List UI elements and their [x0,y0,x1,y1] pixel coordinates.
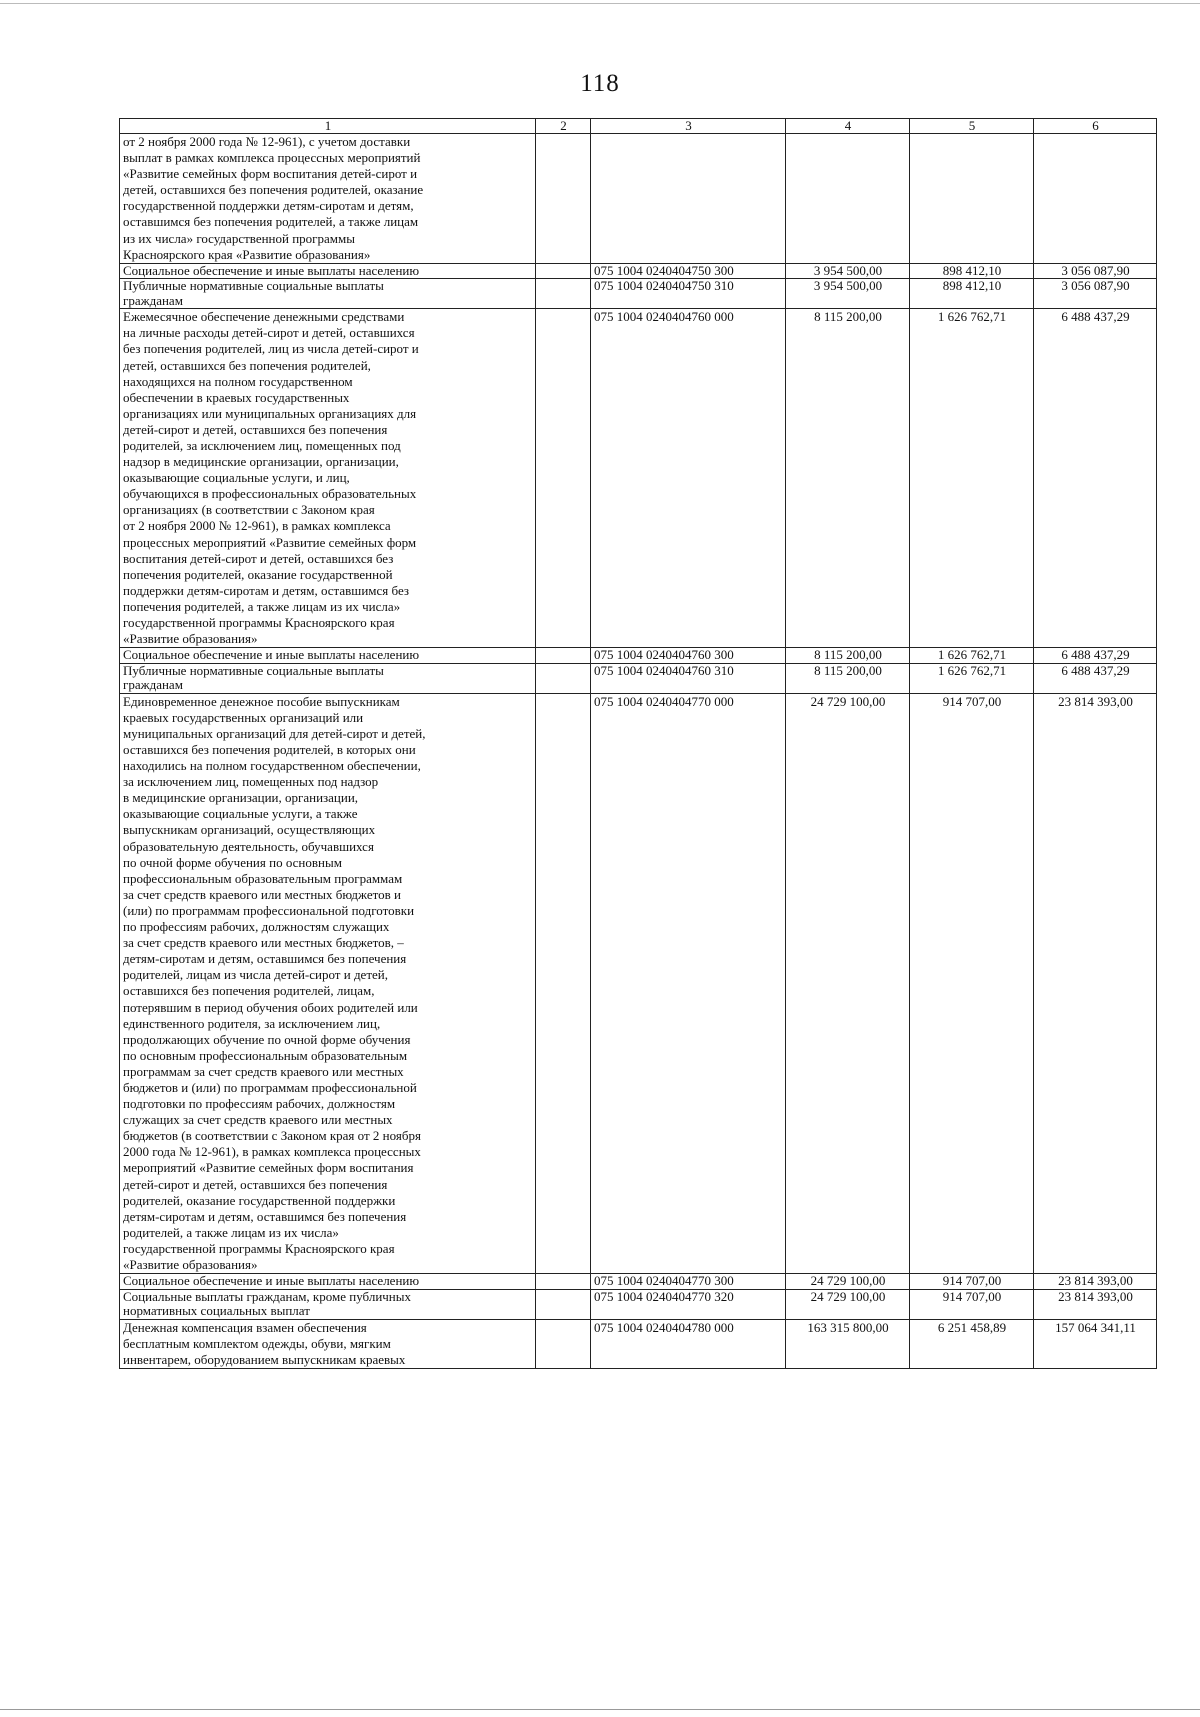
row-code [591,134,786,264]
row-col2 [536,648,591,664]
row-col4: 163 315 800,00 [786,1319,910,1368]
table-row [120,1289,1157,1319]
row-col6: 23 814 393,00 [1034,693,1157,1273]
row-name: Ежемесячное обеспечение денежными средствами на личные расходы детей-сирот и детей, оставшихся без попечения родителей, лиц из числа детей-сирот и детей, оставшихся без попечения родителей, находящихся на полном государственном обеспечении в краевых государственных организациях или муниципальных организациях для детей-сирот и детей, оставшихся без попечения родителей, за исключением лиц, помещенных под надзор в медицинские организации, организации, оказывающие социальные услуги, и лиц, обучающихся в профессиональных образовательных организациях (в соответствии с Законом края от 2 ноября 2000 № 12-961), в рамках комплекса процессных мероприятий «Развитие семейных форм воспитания детей-сирот и детей, оставшихся без попечения родителей, оказание государственной поддержки детям-сиротам и детям, оставшимся без попечения родителей, а также лицам из их числа» государственной программы Красноярского края «Развитие образования» [120,309,536,648]
row-col4: 24 729 100,00 [786,1289,910,1319]
row-name: от 2 ноября 2000 года № 12-961), с учетом доставки выплат в рамках комплекса процессных мероприятий «Развитие семейных форм воспитания детей-сирот и детей, оставшихся без попечения родителей, оказание государственной поддержки детям-сиротам и детям, оставшимся без попечения родителей, а также лицам из их числа» государственной программы Красноярского края «Развитие образования» [120,134,536,264]
row-col6: 3 056 087,90 [1034,279,1157,309]
row-name: Публичные нормативные социальные выплаты гражданам [120,279,536,309]
row-col4: 24 729 100,00 [786,693,910,1273]
row-col2 [536,1274,591,1290]
row-col5: 898 412,10 [910,263,1034,279]
row-col6: 6 488 437,29 [1034,663,1157,693]
row-col2 [536,263,591,279]
row-col2 [536,1319,591,1368]
table-row [120,1274,1157,1290]
row-col6: 23 814 393,00 [1034,1274,1157,1290]
row-col5 [910,134,1034,264]
row-name: Социальные выплаты гражданам, кроме публичных нормативных социальных выплат [120,1289,536,1319]
budget-table [119,118,1157,1369]
row-col5: 914 707,00 [910,1274,1034,1290]
row-code: 075 1004 0240404760 000 [591,309,786,648]
header-col-5: 5 [910,119,1034,134]
header-col-2: 2 [536,119,591,134]
row-col6 [1034,134,1157,264]
row-col6: 6 488 437,29 [1034,648,1157,664]
row-code: 075 1004 0240404760 310 [591,663,786,693]
row-col5: 1 626 762,71 [910,309,1034,648]
row-col5: 914 707,00 [910,1289,1034,1319]
row-code: 075 1004 0240404760 300 [591,648,786,664]
row-code: 075 1004 0240404780 000 [591,1319,786,1368]
row-name: Публичные нормативные социальные выплаты гражданам [120,663,536,693]
row-name: Социальное обеспечение и иные выплаты населению [120,263,536,279]
row-col5: 1 626 762,71 [910,648,1034,664]
row-col2 [536,134,591,264]
row-col4: 24 729 100,00 [786,1274,910,1290]
table-row [120,263,1157,279]
table-row [120,279,1157,309]
row-col5: 1 626 762,71 [910,663,1034,693]
table-row [120,648,1157,664]
row-col6: 23 814 393,00 [1034,1289,1157,1319]
header-col-6: 6 [1034,119,1157,134]
row-col4: 8 115 200,00 [786,648,910,664]
header-col-1: 1 [120,119,536,134]
row-name: Единовременное денежное пособие выпускникам краевых государственных организаций или муниципальных организаций для детей-сирот и детей, оставшихся без попечения родителей, в которых они находились на полном государственном обеспечении, за исключением лиц, помещенных под надзор в медицинские организации, организации, оказывающие социальные услуги, а также выпускникам организаций, осуществляющих образовательную деятельность, обучавшихся по очной форме обучения по основным профессиональным образовательным программам за счет средств краевого или местных бюджетов и (или) по программам профессиональной подготовки по профессиям рабочих, должностям служащих за счет средств краевого или местных бюджетов, – детям-сиротам и детям, оставшимся без попечения родителей, лицам из числа детей-сирот и детей, оставшихся без попечения родителей, лицам, потерявшим в период обучения обоих родителей или единственного родителя, за исключением лиц, продолжающих обучение по очной форме обучения по основным профессиональным образовательным программам за счет средств краевого или местных бюджетов и (или) по программам профессиональной подготовки по профессиям рабочих, должностям служащих за счет средств краевого или местных бюджетов (в соответствии с Законом края от 2 ноября 2000 года № 12-961), в рамках комплекса процессных мероприятий «Развитие семейных форм воспитания детей-сирот и детей, оставшихся без попечения родителей, оказание государственной поддержки детям-сиротам и детям, оставшимся без попечения родителей, а также лицам из их числа» государственной программы Красноярского края «Развитие образования» [120,693,536,1273]
row-col2 [536,663,591,693]
row-code: 075 1004 0240404750 310 [591,279,786,309]
header-col-4: 4 [786,119,910,134]
row-col4: 8 115 200,00 [786,663,910,693]
row-code: 075 1004 0240404770 300 [591,1274,786,1290]
row-code: 075 1004 0240404770 000 [591,693,786,1273]
row-col2 [536,693,591,1273]
page-top-edge [0,3,1200,4]
row-col4: 3 954 500,00 [786,279,910,309]
row-col6: 6 488 437,29 [1034,309,1157,648]
row-col6: 157 064 341,11 [1034,1319,1157,1368]
table-row [120,663,1157,693]
row-col5: 898 412,10 [910,279,1034,309]
row-name: Денежная компенсация взамен обеспечения бесплатным комплектом одежды, обуви, мягким инвентарем, оборудованием выпускникам краевых [120,1319,536,1368]
table-row [120,309,1157,648]
row-col5: 914 707,00 [910,693,1034,1273]
header-col-3: 3 [591,119,786,134]
row-col2 [536,279,591,309]
row-col4 [786,134,910,264]
table-header-row [120,119,1157,134]
row-col6: 3 056 087,90 [1034,263,1157,279]
row-code: 075 1004 0240404770 320 [591,1289,786,1319]
row-col4: 3 954 500,00 [786,263,910,279]
row-name: Социальное обеспечение и иные выплаты населению [120,648,536,664]
table-row [120,134,1157,264]
row-col4: 8 115 200,00 [786,309,910,648]
row-col2 [536,1289,591,1319]
page-bottom-edge [0,1709,1200,1710]
row-name: Социальное обеспечение и иные выплаты населению [120,1274,536,1290]
page-number: 118 [580,70,620,97]
row-code: 075 1004 0240404750 300 [591,263,786,279]
row-col2 [536,309,591,648]
row-col5: 6 251 458,89 [910,1319,1034,1368]
table-row [120,693,1157,1273]
table-row [120,1319,1157,1368]
